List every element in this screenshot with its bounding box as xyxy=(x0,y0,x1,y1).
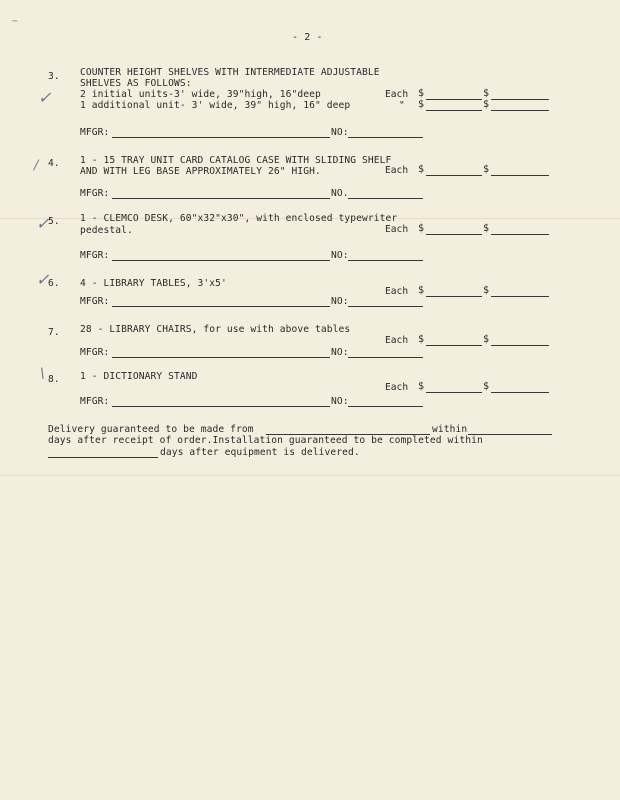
currency-symbol: $ xyxy=(418,381,425,392)
fold-crease xyxy=(0,475,620,476)
mfgr-label: MFGR: xyxy=(80,347,110,358)
item-description: 1 - CLEMCO DESK, 60"x32"x30", with enclosed typewriter xyxy=(80,213,398,224)
item-description: 28 - LIBRARY CHAIRS, for use with above tables xyxy=(80,324,351,335)
ditto-mark: " xyxy=(399,100,405,111)
currency-symbol: $ xyxy=(418,334,425,345)
item-number: 8. xyxy=(48,374,60,385)
price-blank[interactable] xyxy=(426,110,482,111)
item-description: 1 - DICTIONARY STAND xyxy=(80,371,198,382)
model-number-blank[interactable] xyxy=(348,198,423,199)
currency-symbol: $ xyxy=(483,223,490,234)
price-blank[interactable] xyxy=(426,175,482,176)
price-blank[interactable] xyxy=(426,345,482,346)
model-number-blank[interactable] xyxy=(348,306,423,307)
model-number-label: NO: xyxy=(331,296,349,307)
model-number-blank[interactable] xyxy=(348,260,423,261)
currency-symbol: $ xyxy=(418,88,425,99)
total-blank[interactable] xyxy=(491,296,549,297)
tick-mark-icon: / xyxy=(34,158,39,173)
mfgr-label: MFGR: xyxy=(80,396,110,407)
checkmark-icon: ✓ xyxy=(36,270,50,289)
delivery-text: Delivery guaranteed to be made from xyxy=(48,424,254,435)
model-number-label: NO: xyxy=(331,347,349,358)
currency-symbol: $ xyxy=(418,99,425,110)
each-label: Each xyxy=(385,335,409,346)
mfgr-label: MFGR: xyxy=(80,188,110,199)
currency-symbol: $ xyxy=(418,285,425,296)
item-description: 2 initial units-3' wide, 39"high, 16"deep xyxy=(80,89,321,100)
price-blank[interactable] xyxy=(426,392,482,393)
total-blank[interactable] xyxy=(491,175,549,176)
mfgr-label: MFGR: xyxy=(80,250,110,261)
corner-mark: ~ xyxy=(12,16,18,27)
model-number-blank[interactable] xyxy=(348,357,423,358)
item-description: 1 - 15 TRAY UNIT CARD CATALOG CASE WITH SLIDING SHELF xyxy=(80,155,392,166)
item-description: AND WITH LEG BASE APPROXIMATELY 26" HIGH. xyxy=(80,166,321,177)
item-description: 1 additional unit- 3' wide, 39" high, 16" deep xyxy=(80,100,351,111)
item-number: 4. xyxy=(48,158,60,169)
checkmark-icon: ✓ xyxy=(38,88,52,107)
item-number: 7. xyxy=(48,327,60,338)
total-blank[interactable] xyxy=(491,110,549,111)
mfgr-label: MFGR: xyxy=(80,296,110,307)
currency-symbol: $ xyxy=(483,285,490,296)
model-number-label: NO: xyxy=(331,250,349,261)
delivery-text: within xyxy=(432,424,468,435)
currency-symbol: $ xyxy=(483,88,490,99)
mfgr-blank[interactable] xyxy=(112,260,330,261)
mfgr-blank[interactable] xyxy=(112,137,330,138)
item-number: 6. xyxy=(48,278,60,289)
model-number-blank[interactable] xyxy=(348,406,423,407)
installation-days-blank[interactable] xyxy=(48,457,158,458)
each-label: Each xyxy=(385,165,409,176)
mfgr-blank[interactable] xyxy=(112,306,330,307)
delivery-text: days after receipt of order.Installation guaranteed to be completed within xyxy=(48,435,483,446)
total-blank[interactable] xyxy=(491,99,549,100)
model-number-label: NO. xyxy=(331,188,349,199)
mfgr-blank[interactable] xyxy=(112,198,330,199)
currency-symbol: $ xyxy=(418,223,425,234)
currency-symbol: $ xyxy=(483,99,490,110)
model-number-label: NO: xyxy=(331,396,349,407)
item-description: pedestal. xyxy=(80,225,133,236)
total-blank[interactable] xyxy=(491,234,549,235)
tick-mark-icon: \ xyxy=(40,366,45,382)
delivery-text: days after equipment is delivered. xyxy=(160,447,360,458)
currency-symbol: $ xyxy=(483,334,490,345)
total-blank[interactable] xyxy=(491,345,549,346)
each-label: Each xyxy=(385,382,409,393)
item-description: 4 - LIBRARY TABLES, 3'x5' xyxy=(80,278,227,289)
currency-symbol: $ xyxy=(483,164,490,175)
currency-symbol: $ xyxy=(483,381,490,392)
price-blank[interactable] xyxy=(426,99,482,100)
mfgr-blank[interactable] xyxy=(112,406,330,407)
each-label: Each xyxy=(385,286,409,297)
item-description: COUNTER HEIGHT SHELVES WITH INTERMEDIATE ADJUSTABLE xyxy=(80,67,380,78)
price-blank[interactable] xyxy=(426,234,482,235)
page-number: - 2 - xyxy=(292,32,323,43)
item-number: 5. xyxy=(48,216,60,227)
each-label: Each xyxy=(385,224,409,235)
price-blank[interactable] xyxy=(426,296,482,297)
item-number: 3. xyxy=(48,71,60,82)
model-number-blank[interactable] xyxy=(348,137,423,138)
each-label: Each xyxy=(385,89,409,100)
mfgr-label: MFGR: xyxy=(80,127,110,138)
total-blank[interactable] xyxy=(491,392,549,393)
checkmark-icon: ✓ xyxy=(36,214,50,233)
item-description: SHELVES AS FOLLOWS: xyxy=(80,78,192,89)
currency-symbol: $ xyxy=(418,164,425,175)
model-number-label: NO: xyxy=(331,127,349,138)
mfgr-blank[interactable] xyxy=(112,357,330,358)
